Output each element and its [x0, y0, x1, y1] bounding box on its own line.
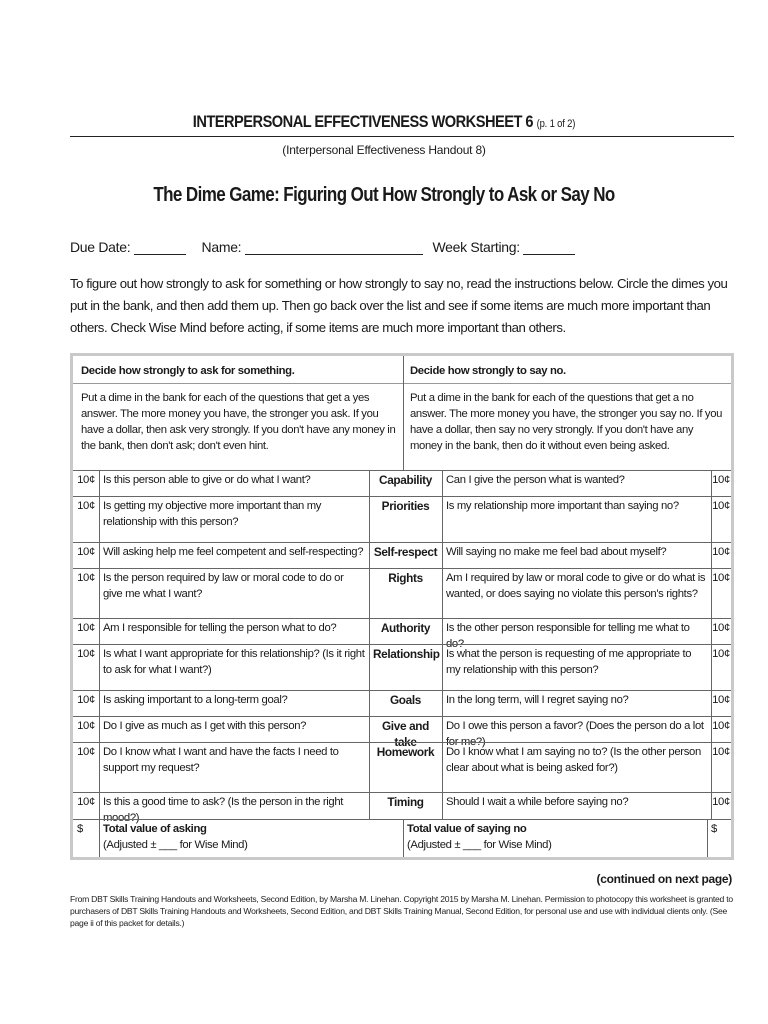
- say-no-question: Is the other person responsible for telling me what to do?: [446, 622, 690, 650]
- say-no-question: Is my relationship more important than saying no?: [446, 500, 679, 512]
- ask-question: Is the person required by law or moral code to do or give me what I want?: [103, 572, 344, 600]
- say-no-question: Can I give the person what is wanted?: [446, 474, 625, 486]
- dime-ask[interactable]: 10¢: [77, 796, 95, 808]
- row-divider: [73, 644, 731, 645]
- category-label: Priorities: [381, 499, 430, 513]
- say-no-question: Will saying no make me feel bad about myself?: [446, 546, 667, 558]
- total-saying-no: [403, 819, 703, 855]
- ask-question: Is this a good time to ask? (Is the person in the right mood?): [103, 796, 344, 824]
- say-no-question: Do I owe this person a favor? (Does the person do a lot for me?): [446, 720, 704, 748]
- row-divider: [73, 618, 731, 619]
- header-column-divider: [403, 356, 404, 470]
- column-divider: [369, 470, 370, 819]
- info-fields: [70, 239, 575, 255]
- dime-say-no[interactable]: 10¢: [712, 648, 730, 660]
- page-indicator: (p. 1 of 2): [536, 118, 576, 130]
- row-divider: [73, 716, 731, 717]
- dime-say-no[interactable]: 10¢: [712, 546, 730, 558]
- dime-ask[interactable]: 10¢: [77, 720, 95, 732]
- continued-note: (continued on next page): [596, 872, 732, 886]
- total-saying-no-adjust: (Adjusted ± ___ for Wise Mind): [407, 839, 552, 851]
- dime-say-no[interactable]: 10¢: [712, 796, 730, 808]
- dime-ask[interactable]: 10¢: [77, 694, 95, 706]
- week-starting-label: Week Starting:: [432, 239, 520, 255]
- name-label: Name:: [201, 239, 242, 255]
- ask-question: Do I know what I want and have the facts I need to support my request?: [103, 746, 339, 774]
- row-divider: [73, 542, 731, 543]
- continued-text: continued on next page: [600, 872, 729, 886]
- header-heading-divider: [73, 383, 731, 384]
- ask-question: Will asking help me feel competent and self-respecting?: [103, 546, 364, 558]
- category-label: Goals: [389, 693, 422, 707]
- name-field[interactable]: [245, 240, 423, 255]
- ask-question: Is what I want appropriate for this relationship? (Is it right to ask for what I want?): [103, 648, 365, 676]
- header-divider: [70, 136, 734, 137]
- total-asking-label: Total value of asking: [103, 823, 207, 835]
- worksheet-title: [54, 112, 714, 132]
- dime-ask[interactable]: 10¢: [77, 474, 95, 486]
- total-asking-dollar: $: [77, 823, 83, 835]
- dime-say-no[interactable]: 10¢: [712, 572, 730, 584]
- dime-ask[interactable]: 10¢: [77, 622, 95, 634]
- category-label: Self-respect: [373, 545, 438, 559]
- row-divider: [73, 819, 731, 820]
- say-no-question: In the long term, will I regret saying no?: [446, 694, 629, 706]
- total-column-divider: [403, 819, 404, 857]
- dime-ask[interactable]: 10¢: [77, 572, 95, 584]
- dime-ask[interactable]: 10¢: [77, 546, 95, 558]
- total-column-divider: [707, 819, 708, 857]
- category-label: Give and take: [381, 719, 430, 749]
- say-no-instructions: Put a dime in the bank for each of the questions that get a no answer. The more money you have, the stronger you say no. If you have a dollar, then say no very strongly. If you don't have any money in the bank, then do it without even being asked.: [410, 392, 723, 452]
- copyright-footer: From DBT Skills Training Handouts and Worksheets, Second Edition, by Marsha M. Linehan. Copyright 2015 by Marsha M. Linehan. Permission to photocopy this worksheet is granted to purchasers of DBT Skills Training Handouts and Worksheets, Second Edition, and DBT Skills Training Manual, Second Edition, for personal use and use with individual clients only. (See page ii of this packet for details.): [70, 894, 733, 928]
- say-no-question: Do I know what I am saying no to? (Is the other person clear about what is being asked for?): [446, 746, 701, 774]
- say-no-heading: Decide how strongly to say no.: [410, 365, 566, 377]
- dime-ask[interactable]: 10¢: [77, 746, 95, 758]
- dime-ask[interactable]: 10¢: [77, 648, 95, 660]
- worksheet-title-text: INTERPERSONAL EFFECTIVENESS WORKSHEET 6: [192, 112, 534, 131]
- category-label: Capability: [379, 473, 432, 487]
- ask-question: Am I responsible for telling the person what to do?: [103, 622, 337, 634]
- week-starting-field[interactable]: [523, 240, 575, 255]
- row-divider: [73, 742, 731, 743]
- dime-say-no[interactable]: 10¢: [712, 474, 730, 486]
- column-divider: [442, 470, 443, 819]
- dime-game-table: [70, 353, 734, 860]
- row-divider: [73, 568, 731, 569]
- dime-say-no[interactable]: 10¢: [712, 622, 730, 634]
- ask-question: Do I give as much as I get with this person?: [103, 720, 307, 732]
- ask-instructions: Put a dime in the bank for each of the questions that get a yes answer. The more money you have, the stronger you ask. If you have a dollar, then ask very strongly. If you don't have any money in the bank, then don't ask; don't even hint.: [81, 392, 396, 452]
- column-divider: [99, 470, 100, 819]
- due-date-label: Due Date:: [70, 239, 131, 255]
- total-saying-no-label: Total value of saying no: [407, 823, 527, 835]
- category-label: Homework: [376, 745, 435, 759]
- row-divider: [73, 496, 731, 497]
- total-saying-no-dollar: $: [711, 823, 717, 835]
- row-divider: [73, 792, 731, 793]
- row-divider: [73, 470, 731, 471]
- dime-ask[interactable]: 10¢: [77, 500, 95, 512]
- ask-heading: Decide how strongly to ask for something.: [81, 365, 295, 377]
- handout-reference: (Interpersonal Effectiveness Handout 8): [282, 143, 486, 157]
- say-no-question: Is what the person is requesting of me appropriate to my relationship with this person?: [446, 648, 692, 676]
- ask-question: Is asking important to a long-term goal?: [103, 694, 288, 706]
- dime-say-no[interactable]: 10¢: [712, 746, 730, 758]
- column-divider: [711, 470, 712, 819]
- total-column-divider: [99, 819, 100, 857]
- category-label: Authority: [380, 621, 431, 635]
- ask-question: Is this person able to give or do what I want?: [103, 474, 311, 486]
- dime-say-no[interactable]: 10¢: [712, 500, 730, 512]
- category-label: Relationship: [373, 647, 440, 661]
- category-label: Timing: [387, 795, 424, 809]
- dime-say-no[interactable]: 10¢: [712, 694, 730, 706]
- category-label: Rights: [388, 571, 423, 585]
- say-no-question: Am I required by law or moral code to give or do what is wanted, or does saying no violate this person's rights?: [446, 572, 706, 600]
- total-asking-adjust: (Adjusted ± ___ for Wise Mind): [103, 839, 248, 851]
- say-no-question: Should I wait a while before saying no?: [446, 796, 629, 808]
- dime-say-no[interactable]: 10¢: [712, 720, 730, 732]
- row-divider: [73, 690, 731, 691]
- ask-question: Is getting my objective more important than my relationship with this person?: [103, 500, 322, 528]
- due-date-field[interactable]: [134, 240, 186, 255]
- page-title: The Dime Game: Figuring Out How Strongly to Ask or Say No: [153, 184, 615, 206]
- total-asking: [99, 819, 399, 855]
- instructions-paragraph: To figure out how strongly to ask for something or how strongly to say no, read the instructions below. Circle the dimes you put in the bank, and then add them up. Then go back over the list and see if some items are much more important than others. Check Wise Mind before acting, if some items are much more important than others.: [70, 276, 728, 335]
